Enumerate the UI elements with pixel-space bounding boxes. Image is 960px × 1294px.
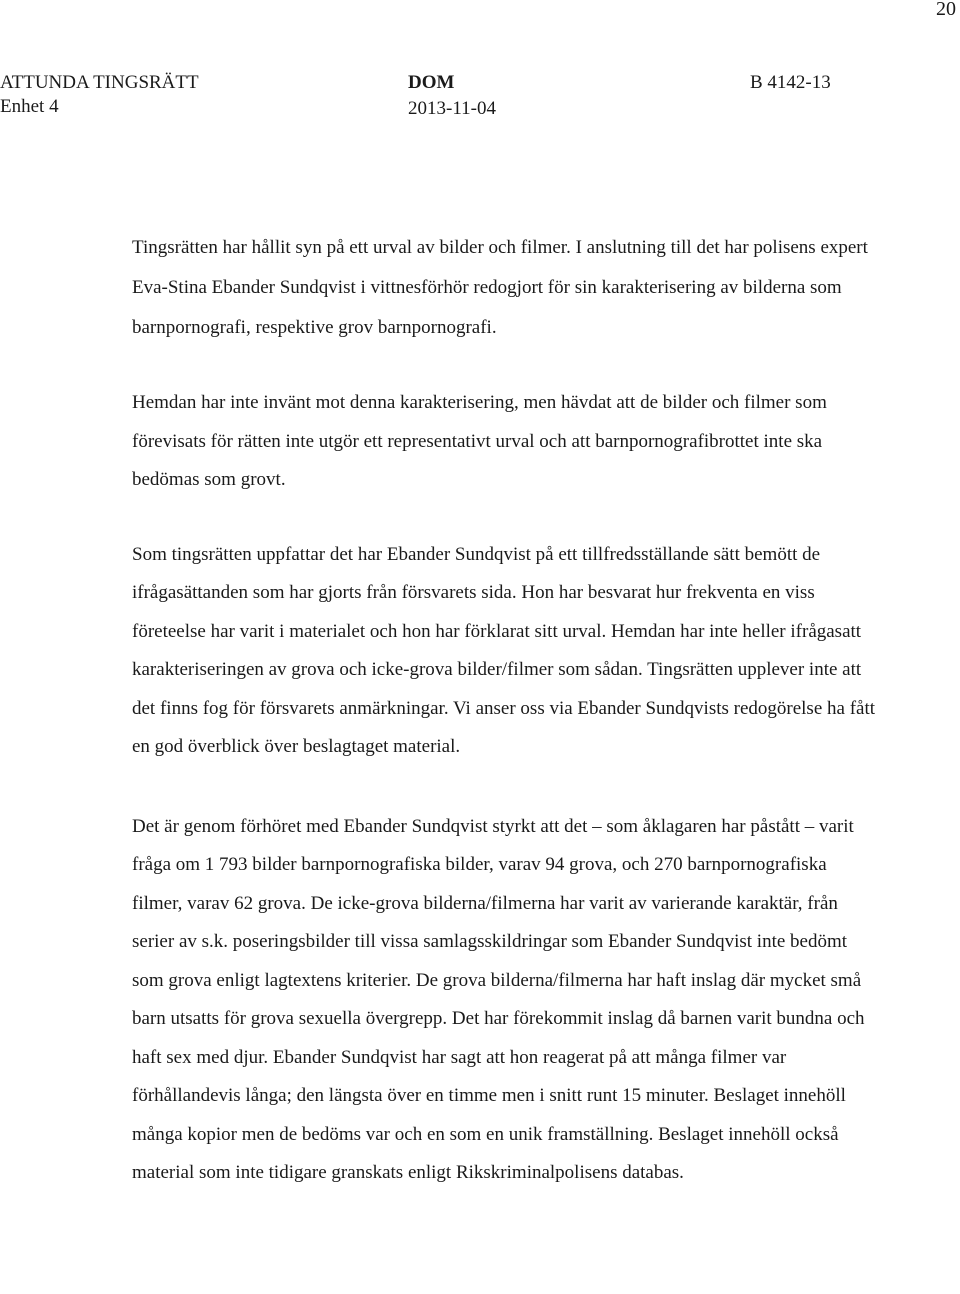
case-number: B 4142-13 — [750, 72, 831, 93]
page-number: 20 — [936, 0, 956, 20]
paragraph: Som tingsrätten uppfattar det har Ebander Sundqvist på ett tillfredsställande sätt bemött de ifrågasättanden som har gjorts från försvarets sida. Hon har besvarat hur frekventa en viss företeelse har varit i materialet och hon har förklarat sitt urval. Hemdan har inte heller ifrågasatt karakteriseringen av grova och icke-grova bilder/filmer som sådan. Tingsrätten upplever inte att det finns fog för försvarets anmärkningar. Vi anser oss via Ebander Sundqvists redogörelse ha fått en god överblick över beslagtaget material. — [132, 543, 876, 757]
court-name: ATTUNDA TINGSRÄTT — [0, 72, 199, 93]
unit-name: Enhet 4 — [0, 96, 59, 117]
document-date: 2013-11-04 — [408, 98, 496, 119]
paragraph: Hemdan har inte invänt mot denna karakterisering, men hävdat att de bilder och filmer som förevisats för rätten inte utgör ett representativt urval och att barnpornografibrottet inte ska bedömas som grovt. — [132, 392, 827, 490]
document-body — [132, 228, 877, 1193]
paragraph: Tingsrätten har hållit syn på ett urval av bilder och filmer. I anslutning till det har polisens expert Eva-Stina Ebander Sundqvist i vittnesförhör redogjort för sin karakterisering av bilderna som barnpornografi, respektive grov barnpornografi. — [132, 237, 868, 338]
paragraph: Det är genom förhöret med Ebander Sundqvist styrkt att det – som åklagaren har påstått – varit fråga om 1 793 bilder barnpornografiska bilder, varav 94 grova, och 270 barnpornografiska filmer, varav 62 grova. De icke-grova bilderna/filmerna har varit av varierande karaktär, från serier av s.k. poseringsbilder till vissa samlagsskildringar som Ebander Sundqvist inte bedömt som grova enligt lagtextens kriterier. De grova bilderna/filmerna har haft inslag där mycket små barn utsatts för grova sexuella övergrepp. Det har förekommit inslag då barnen varit bundna och haft sex med djur. Ebander Sundqvist har sagt att hon reagerat på att många filmer var förhållandevis långa; den längsta över en timme men i snitt runt 15 minuter. Beslaget innehöll många kopior men de bedöms var och en som en unik framställning. Beslaget innehöll också material som inte tidigare granskats enligt Rikskriminalpolisens databas. — [132, 815, 865, 1183]
document-type: DOM — [408, 72, 455, 93]
